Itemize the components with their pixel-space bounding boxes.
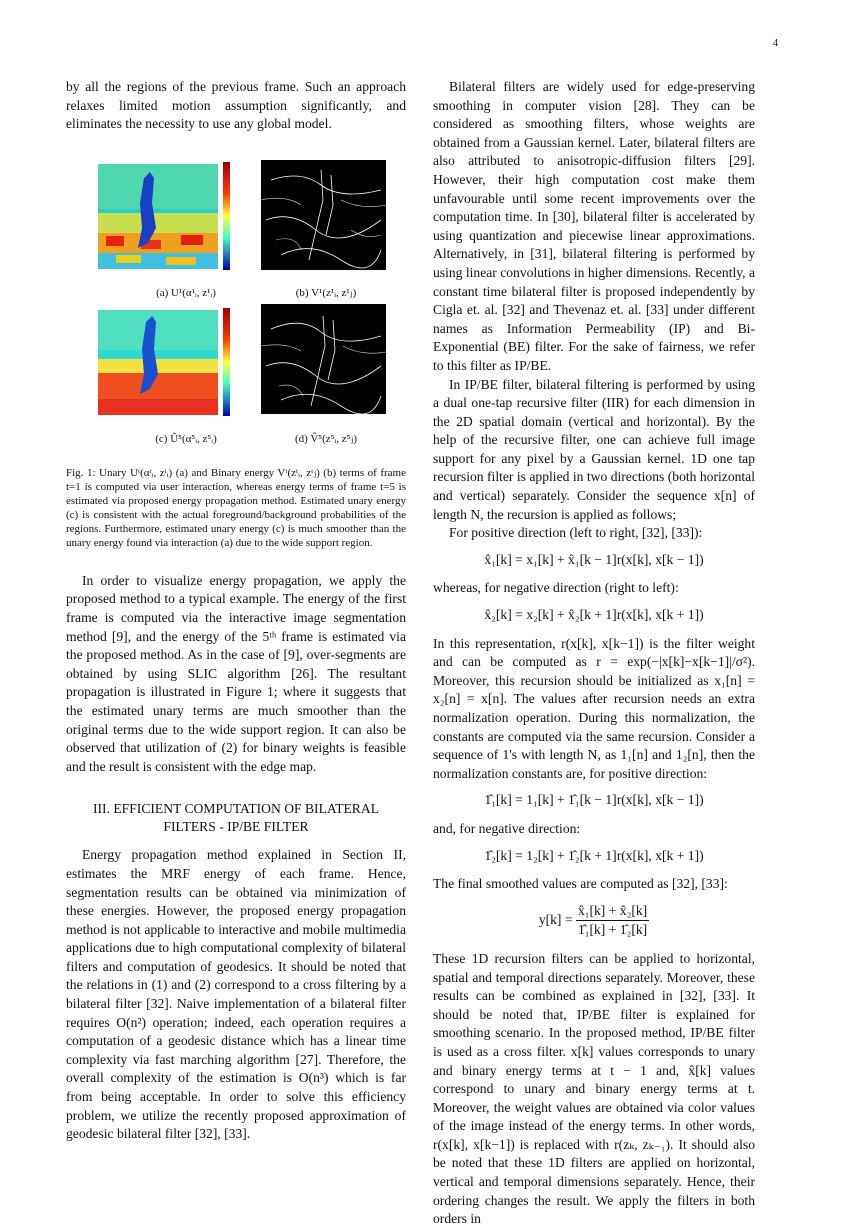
right-paragraph-5: In this representation, r(x[k], x[k−1]) is the filter weight and can be computed as r = exp(−|x[k]−x[k−1]|/σ²). Moreover, this recursion should be initialized as x₁[n] = x₂[n] = x[n]. The values after recursion needs an extra normalization operation. During this normalization, the constants are computed via the same recursion. Consider a sequence of 1's with length N, as 1₁[n] and 1₂[n], then the normalization constants are, for positive direction: (433, 635, 755, 781)
equation-final-denominator: 1̂₁[k] + 1̂₂[k] (577, 922, 648, 938)
page-number: 4 (773, 38, 778, 49)
right-paragraph-3: For positive direction (left to right, [32], [33]): (449, 525, 703, 541)
estimated-binary-edgemap-d (261, 304, 386, 414)
right-paragraph-1: Bilateral filters are widely used for edge-preserving smoothing in computer vision [28]. They can be considered as smoothing filters, whose weights are obtained from a Gaussian kernel. Later, bilateral filters are also attributed to anisotropic-diffusion filters [29]. However, their high computation cost make them unfavourable until some recent improvements over the computation time. In [30], bilateral filter is accelerated by using quantization and piecewise linear approximations. Alternatively, in [31], bilateral filtering is performed by using linear convolutions in higher dimensions. Recently, a constant time bilateral filter is proposed independently by Cigla et. al. [32] and Thevenaz et. al. [33] under different names as Information Permeability (IP) and Bi-Exponential (BE) filter. For the sake of fairness, we refer to this filter as IP/BE. (433, 79, 755, 373)
right-column (433, 78, 755, 1229)
left-paragraph-2: In order to visualize energy propagation, we apply the proposed method to a typical example. The energy of the first frame is computed via the interactive image segmentation method [9], and the energy of the 5ᵗʰ frame is estimated via the proposed method. As in the case of [9], over-segments are obtained by using SLIC algorithm [26]. The resultant propagation is illustrated in Figure 1; where it suggests that the estimated unary terms are much smoother than the original terms due to the wide support region. It can also be observed that utilization of (2) for binary weights is feasible and the result is consistent with the edge map. (66, 572, 406, 774)
equation-norm-positive: 1̂₁[k] = 1₁[k] + 1̂₁[k − 1]r(x[k], x[k − 1]) (484, 792, 704, 808)
left-column (66, 78, 406, 1144)
caption-b-wrap (271, 284, 381, 303)
unary-energy-heatmap-a (86, 158, 236, 278)
right-paragraph-6: and, for negative direction: (433, 820, 581, 836)
left-paragraph-3: Energy propagation method explained in Section II, estimates the MRF energy of each frame. Hence, segmentation results can be obtained via minimization of these energies. However, the proposed energy propagation method is not applicable to interactive and mobile multimedia applications due to high computational complexity of bilateral filters and computation of geodesics. It should be noted that the relations in (1) and (2) correspond to a cross filtering by a bilateral filter [32]. Naive implementation of a bilateral filter requires O(n²) operation; indeed, each operation requires a computation of a geodesic distance which has a linear time complexity via fast marching algorithm [27]. Therefore, the overall complexity of the estimation is O(n³) which is far from being acceptable. In order to solve this efficiency problem, we utilize the recently proposed approximation of geodesic bilateral filter [32], [33]. (66, 847, 406, 1142)
subcaption-a: (a) U¹(α¹ᵢ, z¹ᵢ) (156, 286, 216, 299)
figure-caption: Fig. 1: Unary Uᵗ(αᵗᵢ, zᵗᵢ) (a) and Binary energy Vᵗ(zᵗᵢ, zᵗⱼ) (b) terms of frame t=1 is computed via user interaction, whereas energy terms of frame t=5 is estimated via proposed energy propagation method. Estimated unary energy (c) is consistent with the actual foreground/background probabilities of the regions. Furthermore, estimated unary energy (c) is much smoother than the unary energy found via interaction (a) due to the wide support region. (66, 466, 406, 549)
subcaption-b: (b) V¹(z¹ᵢ, z¹ⱼ) (295, 286, 357, 299)
subcaption-c: (c) Û⁵(α⁵ᵢ, z⁵ᵢ) (155, 432, 217, 445)
left-paragraph-1: by all the regions of the previous frame. Such an approach relaxes limited motion assumption significantly, and eliminates the necessity to use any global model. (66, 79, 406, 132)
equation-norm-negative: 1̂₂[k] = 1₂[k] + 1̂₂[k + 1]r(x[k], x[k + 1]) (484, 847, 704, 863)
equation-final-fraction (576, 902, 649, 940)
caption-d-wrap (271, 430, 381, 449)
binary-energy-edgemap-b (261, 160, 386, 270)
right-paragraph-2: In IP/BE filter, bilateral filtering is performed by using a dual one-tap recursive filter (IIR) for each dimension in the 2D spatial domain (vertical and horizontal). By the help of the recursive filter, one can achieve full image support for any pixel by a Gaussian kernel. 1D one tap recursion filter is applied in two directions (both horizontal and vertical) separately. Consider the sequence x[n] of length N, the recursion is applied as follows; (433, 376, 755, 522)
section-heading: III. EFFICIENT COMPUTATION OF BILATERAL FILTERS - IP/BE FILTER (92, 801, 379, 835)
equation-final-lhs: y[k] = (538, 911, 573, 927)
estimated-unary-heatmap-c (86, 304, 236, 424)
right-paragraph-4: whereas, for negative direction (right to left): (433, 580, 679, 596)
subcaption-d: (d) V̂⁵(z⁵ᵢ, z⁵ⱼ) (294, 432, 358, 445)
equation-negative: x̂₂[k] = x₂[k] + x̂₂[k + 1]r(x[k], x[k + 1]) (484, 607, 704, 623)
right-paragraph-8: These 1D recursion filters can be applied to horizontal, spatial and temporal directions separately. Moreover, these results can be combined as explained in [32], [33]. It should be noted that, IP/BE filter is explained for smoothing scenario. In the proposed method, IP/BE filter is used as a cross filter. x[k] values corresponds to unary and binary energy terms at t − 1 and, x̂[k] values correspond to unary and binary energy terms at t. Moreover, the weight values are obtained via color values of the image instead of the energy terms. In other words, r(x[k], x[k−1]) is replaced with r(zₖ, zₖ₋₁). It should also be noted that these 1D filters are applied on horizontal, vertical and temporal dimensions separately. Hence, their ordering changes the result. We apply the filters in both orders in (433, 950, 755, 1227)
equation-final-numerator: x̂₁[k] + x̂₂[k] (576, 902, 649, 922)
right-paragraph-7: The final smoothed values are computed as [32], [33]: (433, 876, 728, 892)
equation-final (433, 902, 755, 940)
caption-a-wrap (106, 284, 266, 303)
equation-positive: x̂₁[k] = x₁[k] + x̂₁[k − 1]r(x[k], x[k − 1]) (484, 551, 704, 567)
caption-c-wrap (106, 430, 266, 449)
figure-1 (66, 158, 406, 458)
